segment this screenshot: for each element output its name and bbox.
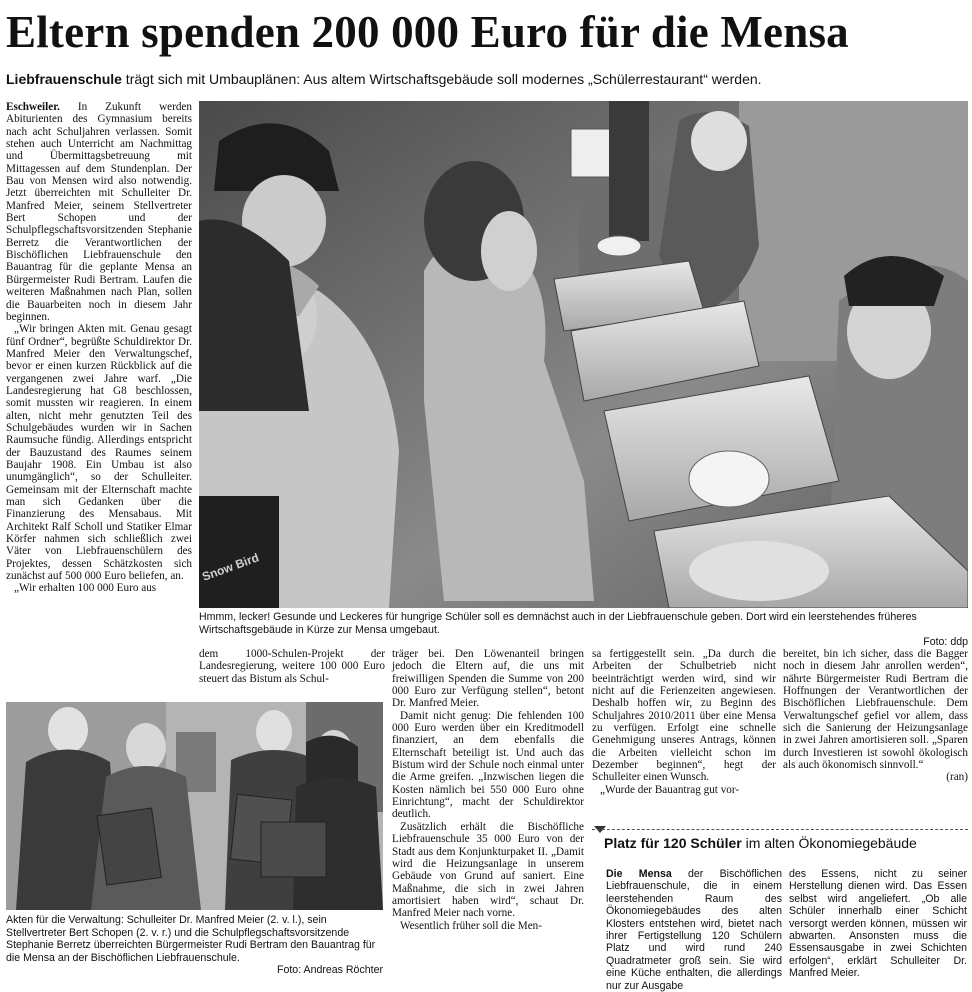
info-box-title-rest: im alten Ökonomiegebäude [741,835,917,851]
col1-paragraph-2: „Wir bringen Akten mit. Genau gesagt fünf Ordner“, begrüßte Schuldirektor Dr. Manfred Meier den Verwaltungschef, bevor er einen kurzen Rückblick auf die vergangenen zwei Jahre warf. „Die Landesregierung hat G8 beschlossen, somit mussten wir reagieren. In einem alten, nicht mehr genutzten Teil des Schulgebäudes wurden wir in Sachen Raumsuche fündig. Allerdings entspricht der Bauzustand des Raumes seinem Baujahr 1908. Ein Umbau ist also unumgänglich“, so der Schulleiter. Gemeinsam mit der Elternschaft machte man sich Gedanken über die Finanzierung des Mensabaus. Mit Architekt Ralf Scholl und Statiker Elmar Körfer nahmen sich schließlich zwei Väter von Liebfrauenschülern des Projektes, dessen Schätzkosten sich zunächst auf 500 000 Euro beliefen, an. [6,323,192,583]
info-box-lead: Die Mensa [606,868,672,880]
subheadline-lead: Liebfrauenschule [6,71,122,87]
article-column-3 [392,648,584,932]
info-box-text-1: der Bischöflichen Liebfrauenschule, die in einem leerstehenden Raum des Ökonomiegebäudes des alten Klosters entstehen wird, bietet nach ihrer Fertigstellung 120 Schülern Platz und wird rund 240 Quadratmeter groß sein. Sie wird eine Küche enthalten, die allerdings nur zur Ausgabe [606,868,782,992]
article-column-4 [592,648,776,796]
shirt-logo-text: Snow Bird [200,550,261,584]
col4-paragraph-2: „Wurde der Bauantrag gut vor- [600,783,740,796]
info-box-title-bold: Platz für 120 Schüler [604,835,742,851]
col1-paragraph-1: In Zukunft werden Abiturienten des Gymnasium bereits nach acht Schuljahren verlassen. Somit stehen auch Unterricht am Nachmittag und Übermittagsbetreuung mit Mittagessen auf dem Stundenplan. Der Bau von Mensen wird also notwendig. Jetzt überreichten mit Schulleiter Dr. Manfred Meier, seinem Stellvertreter Bert Schopen und der Schulpflegschaftsvorsitzenden Stephanie Berretz die Verantwortlichen der Bischöflichen Liebfrauenschule den Bauantrag für die geplante Mensa an Bürgermeister Rudi Bertram. Laufen die weiteren Maßnahmen nach Plan, sollen die Bauarbeiten noch in diesem Jahr beginnen. [6,101,192,323]
article-column-1 [6,101,192,595]
handover-photo-credit: Foto: Andreas Röchter [277,964,383,977]
col4-paragraph-1: sa fertiggestellt sein. „Da durch die Arbeiten der Schulbetrieb nicht beeinträchtigt werden wird, sind wir nicht auf die Ferienzeiten angewiesen. Deshalb hoffen wir, zu Beginn des Schuljahres 2010/2011 über eine Mensa zu verfügen. Erfolgt eine schnelle Genehmigung unseres Antrags, können die Arbeiten vielleicht schon im Dezember beginnen“, hegt der Schulleiter einen Wunsch. [592,648,776,784]
subheadline-text: trägt sich mit Umbauplänen: Aus altem Wirtschaftsgebäude soll modernes „Schülerrestaurant“ werden. [121,71,762,87]
handover-caption-text: Akten für die Verwaltung: Schulleiter Dr. Manfred Meier (2. v. l.), sein Stellvertreter Bert Schopen (2. v. r.) und die Schulpflegschaftsvorsitzende Stephanie Berretz überreichten Bürgermeister Rudi Bertram den Bauantrag für die Mensa an der Bischöflichen Liebfrauenschule. [6,914,376,964]
main-photo-credit: Foto: ddp [923,636,968,649]
subheadline [6,70,968,88]
main-photo-caption [199,611,968,649]
handover-scene-image [6,702,383,910]
info-box-text-2: des Essens, nicht zu seiner Herstellung dienen wird. Das Essen selbst wird angeliefert. „Ob alle Schüler innerhalb einer Schicht versorgt werden können, müssen wir abwarten. Ansonsten muss die Essensausgabe in zwei Schichten erfolgen“, erklärt Schulleiter Dr. Manfred Meier. [789,868,967,980]
article-column-2 [199,648,385,685]
handover-photo-caption [6,914,383,977]
info-box-column-1 [606,868,782,992]
article-column-5 [783,648,968,784]
main-photo-caption-text: Hmmm, lecker! Gesunde und Leckeres für hungrige Schüler soll es demnächst auch in der Liebfrauenschule geben. Dort wird ein leerstehendes früheres Wirtschaftsgebäude in Kürze zur Mensa umgebaut. [199,611,917,636]
handover-photo [6,702,383,910]
info-box-column-2 [789,868,967,980]
col3-paragraph-4: Wesentlich früher soll die Men- [400,919,543,932]
col2-paragraph-1: dem 1000-Schulen-Projekt der Landesregierung, weitere 100 000 Euro steuert das Bistum als Schul- [199,648,385,685]
col3-paragraph-3: Zusätzlich erhält die Bischöfliche Liebfrauenschule 35 000 Euro von der Stadt aus dem Konjunkturpaket II. „Damit wird die Heizungsanlage in unserem Gebäude von Grund auf saniert. Eine Maßnahme, die sich in zwei Jahren amortisiert haben wird“, schaut Dr. Manfred Meier nach vorne. [392,820,584,920]
col3-paragraph-1: träger bei. Den Löwenanteil bringen jedoch die Eltern auf, die uns mit freiwilligen Spenden die Summe von 200 000 Euro zur Verfügung stellen“, betont Dr. Manfred Meier. [392,648,584,710]
col5-paragraph-1: bereitet, bin ich sicher, dass die Bagger noch in diesem Jahr anrollen werden“, nährte Bürgermeister Rudi Bertram die Hoffnungen der Verantwortlichen der Bischöflichen Liebfrauenschule. Dem Verwaltungschef gefiel vor allem, dass sich die Sanierung der Heizungsanlage in zwei Jahren amortisieren soll. „Sparen durch Investieren ist sowohl ökologisch als auch ökonomisch sinnvoll.“ [783,648,968,772]
author-initials: (ran) [946,771,968,784]
cafeteria-scene-image [199,101,968,608]
info-box-title [592,829,968,852]
main-photo-cafeteria [199,101,968,608]
headline: Eltern spenden 200 000 Euro für die Mensa [6,7,849,57]
col3-paragraph-2: Damit nicht genug: Die fehlenden 100 000 Euro werden über ein Kreditmodell finanziert, an dem ebenfalls die Elternschaft beteiligt ist. Und auch das Bistum wird der Schule noch einmal unter die Arme greifen. „Inzwischen liegen die Kosten nämlich bei 550 000 Euro ohne Einrichtung“, macht der Schuldirektor deutlich. [392,709,584,821]
col1-paragraph-3: „Wir erhalten 100 000 Euro aus [14,582,157,595]
dateline: Eschweiler. [6,101,60,113]
